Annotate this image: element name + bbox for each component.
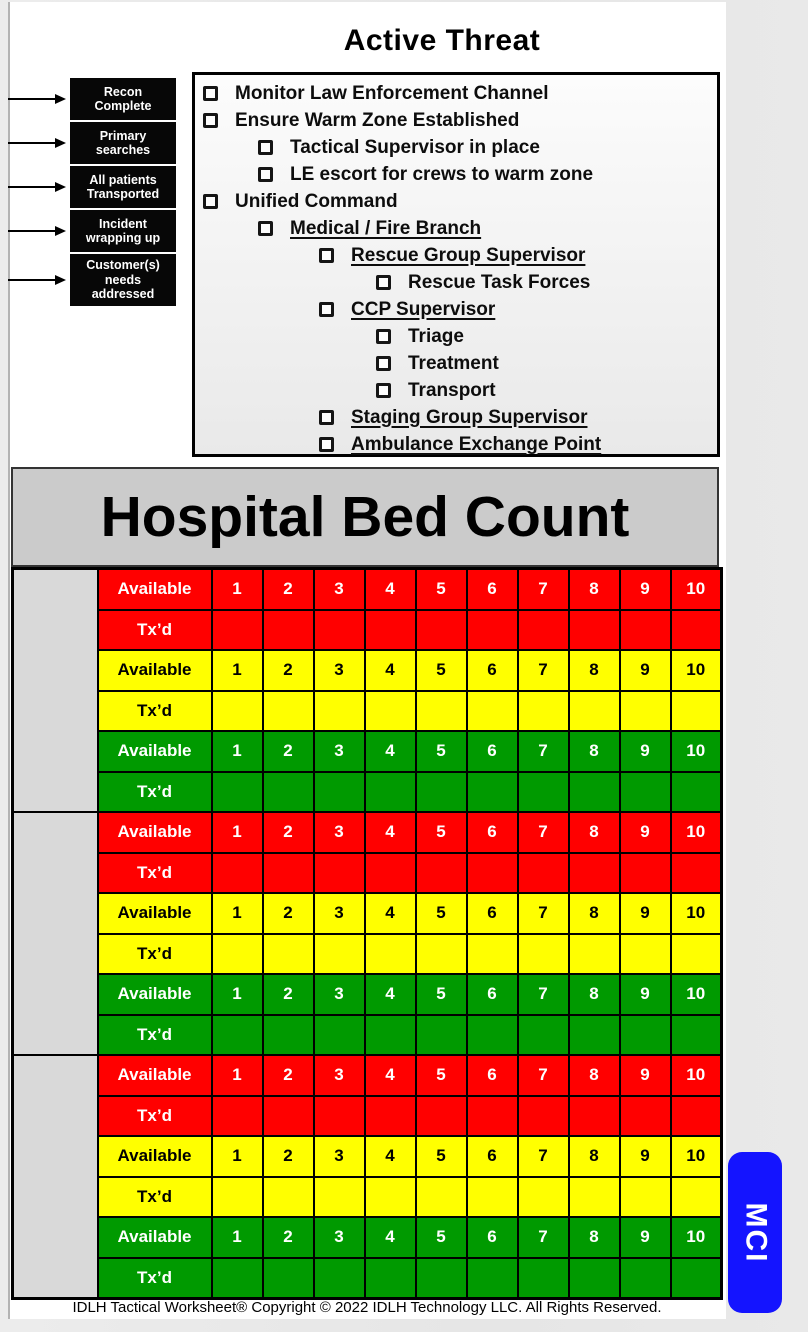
tally-cell[interactable] (569, 1015, 620, 1056)
milestone-box[interactable]: Incident wrapping up (70, 210, 176, 252)
tally-cell[interactable] (416, 1258, 467, 1299)
arrow-line (8, 98, 55, 100)
tally-cell[interactable] (569, 772, 620, 813)
arrow-line (8, 230, 55, 232)
tally-cell[interactable] (212, 1258, 263, 1299)
tally-cell[interactable] (569, 934, 620, 975)
bed-count-cell[interactable]: 9 (620, 569, 671, 610)
row-label-cell: Available (98, 731, 212, 772)
row-label-cell: Available (98, 893, 212, 934)
tally-cell[interactable] (467, 1015, 518, 1056)
tally-cell[interactable] (620, 691, 671, 732)
active-threat-checklist (192, 72, 720, 457)
tally-cell[interactable] (569, 853, 620, 894)
checklist-item (195, 107, 717, 134)
bed-table-row (13, 610, 722, 651)
tally-cell[interactable] (212, 934, 263, 975)
checkbox-icon[interactable] (376, 356, 391, 371)
checklist-item (195, 296, 717, 323)
checklist-item (195, 242, 717, 269)
milestone-column (8, 78, 176, 306)
row-label-cell: Tx’d (98, 934, 212, 975)
tally-cell[interactable] (314, 691, 365, 732)
checklist-item (195, 431, 717, 458)
tally-cell[interactable] (314, 934, 365, 975)
tally-cell[interactable] (365, 610, 416, 651)
bed-count-cell[interactable]: 2 (263, 812, 314, 853)
checklist-item-label: Treatment (408, 352, 499, 374)
bed-table-row (13, 1015, 722, 1056)
tally-cell[interactable] (314, 1015, 365, 1056)
bed-table-body (13, 569, 722, 1299)
bed-count-cell[interactable]: 2 (263, 1055, 314, 1096)
bed-table-row (13, 1217, 722, 1258)
bed-count-cell[interactable]: 5 (416, 893, 467, 934)
bed-count-cell[interactable]: 10 (671, 650, 722, 691)
tally-cell[interactable] (467, 610, 518, 651)
arrow-right-icon (8, 182, 70, 192)
hospital-name-cell[interactable] (13, 569, 98, 813)
tally-cell[interactable] (314, 1258, 365, 1299)
tally-cell[interactable] (416, 610, 467, 651)
arrow-line (8, 279, 55, 281)
tab-mci[interactable] (728, 1152, 782, 1313)
checkbox-icon[interactable] (319, 410, 334, 425)
checkbox-icon[interactable] (376, 383, 391, 398)
bed-count-cell[interactable]: 8 (569, 812, 620, 853)
bed-count-cell[interactable]: 7 (518, 1217, 569, 1258)
bed-count-cell[interactable]: 9 (620, 1136, 671, 1177)
checkbox-icon[interactable] (203, 194, 218, 209)
bed-count-cell[interactable]: 6 (467, 893, 518, 934)
tally-cell[interactable] (263, 853, 314, 894)
checklist-item (195, 269, 717, 296)
bed-count-cell[interactable]: 4 (365, 1217, 416, 1258)
tally-cell[interactable] (365, 772, 416, 813)
bed-count-cell[interactable]: 2 (263, 731, 314, 772)
bed-count-cell[interactable]: 6 (467, 1136, 518, 1177)
bed-count-cell[interactable]: 10 (671, 1136, 722, 1177)
bed-count-cell[interactable]: 9 (620, 731, 671, 772)
bed-count-cell[interactable]: 5 (416, 569, 467, 610)
checklist-item-label: Triage (408, 325, 464, 347)
milestone-row (8, 254, 176, 306)
tally-cell[interactable] (518, 1258, 569, 1299)
bed-count-cell[interactable]: 6 (467, 569, 518, 610)
row-label-cell: Tx’d (98, 610, 212, 651)
bed-count-cell[interactable]: 1 (212, 1217, 263, 1258)
tally-cell[interactable] (314, 610, 365, 651)
row-label-cell: Available (98, 1136, 212, 1177)
checklist-item (195, 377, 717, 404)
bed-count-cell[interactable]: 6 (467, 1217, 518, 1258)
checklist-item-label: Staging Group Supervisor (351, 406, 588, 428)
milestone-box[interactable]: Primary searches (70, 122, 176, 164)
row-label-cell: Tx’d (98, 853, 212, 894)
bed-count-cell[interactable]: 8 (569, 974, 620, 1015)
bed-count-cell[interactable]: 6 (467, 1055, 518, 1096)
arrow-head (55, 138, 66, 148)
hospital-bed-table (11, 567, 723, 1300)
tally-cell[interactable] (314, 772, 365, 813)
checkbox-icon[interactable] (203, 113, 218, 128)
milestone-row (8, 78, 176, 120)
bed-count-cell[interactable]: 6 (467, 812, 518, 853)
tally-cell[interactable] (518, 934, 569, 975)
bed-table-row (13, 569, 722, 610)
bed-count-cell[interactable]: 3 (314, 569, 365, 610)
tally-cell[interactable] (263, 1015, 314, 1056)
active-threat-title: Active Threat (343, 24, 541, 57)
bed-count-cell[interactable]: 4 (365, 893, 416, 934)
bed-count-cell[interactable]: 9 (620, 1055, 671, 1096)
bed-count-cell[interactable]: 10 (671, 974, 722, 1015)
tally-cell[interactable] (365, 1258, 416, 1299)
tally-cell[interactable] (263, 772, 314, 813)
checklist-item (195, 161, 717, 188)
tally-cell[interactable] (467, 1258, 518, 1299)
tally-cell[interactable] (416, 853, 467, 894)
checklist-item (195, 80, 717, 107)
bed-count-cell[interactable]: 5 (416, 1055, 467, 1096)
bed-count-cell[interactable]: 3 (314, 974, 365, 1015)
tally-cell[interactable] (212, 853, 263, 894)
bed-table-row (13, 772, 722, 813)
bed-table-row (13, 1258, 722, 1299)
tally-cell[interactable] (569, 1177, 620, 1218)
tally-cell[interactable] (671, 610, 722, 651)
checkbox-icon[interactable] (258, 140, 273, 155)
bed-count-cell[interactable]: 1 (212, 812, 263, 853)
bed-count-cell[interactable]: 7 (518, 1055, 569, 1096)
tally-cell[interactable] (620, 1096, 671, 1137)
bed-table-row (13, 1177, 722, 1218)
bed-table-row (13, 934, 722, 975)
checklist-item (195, 134, 717, 161)
bed-count-cell[interactable]: 7 (518, 893, 569, 934)
checklist-item (195, 350, 717, 377)
checklist-item-label: Medical / Fire Branch (290, 217, 482, 239)
tally-cell[interactable] (620, 934, 671, 975)
bed-count-cell[interactable]: 9 (620, 974, 671, 1015)
tally-cell[interactable] (518, 772, 569, 813)
checkbox-icon[interactable] (203, 86, 218, 101)
checkbox-icon[interactable] (319, 437, 334, 452)
arrow-head (55, 226, 66, 236)
tally-cell[interactable] (212, 1096, 263, 1137)
tally-cell[interactable] (671, 1015, 722, 1056)
arrow-head (55, 94, 66, 104)
checklist-item-label: Ambulance Exchange Point (351, 433, 602, 455)
tally-cell[interactable] (212, 1177, 263, 1218)
checklist-item (195, 188, 717, 215)
mci-tab-label: MCI (739, 1202, 772, 1263)
tally-cell[interactable] (518, 853, 569, 894)
bed-count-cell[interactable]: 4 (365, 974, 416, 1015)
tally-cell[interactable] (671, 853, 722, 894)
row-label-cell: Tx’d (98, 1015, 212, 1056)
arrow-line (8, 142, 55, 144)
checkbox-icon[interactable] (376, 275, 391, 290)
tally-cell[interactable] (416, 1177, 467, 1218)
tally-cell[interactable] (467, 934, 518, 975)
tally-cell[interactable] (671, 934, 722, 975)
bed-count-cell[interactable]: 5 (416, 974, 467, 1015)
tally-cell[interactable] (314, 1096, 365, 1137)
checkbox-icon[interactable] (376, 329, 391, 344)
tally-cell[interactable] (263, 1177, 314, 1218)
milestone-box[interactable]: All patients Transported (70, 166, 176, 208)
bed-count-cell[interactable]: 5 (416, 1217, 467, 1258)
bed-count-cell[interactable]: 6 (467, 731, 518, 772)
arrow-right-icon (8, 275, 70, 285)
bed-count-cell[interactable]: 8 (569, 1217, 620, 1258)
bed-table-row (13, 812, 722, 853)
bed-count-cell[interactable]: 7 (518, 812, 569, 853)
bed-count-cell[interactable]: 3 (314, 1055, 365, 1096)
bed-count-cell[interactable]: 7 (518, 731, 569, 772)
checklist-item (195, 215, 717, 242)
tally-cell[interactable] (365, 1096, 416, 1137)
bed-table-row (13, 893, 722, 934)
bed-count-cell[interactable]: 3 (314, 893, 365, 934)
arrow-head (55, 275, 66, 285)
tally-cell[interactable] (569, 1258, 620, 1299)
row-label-cell: Available (98, 974, 212, 1015)
bed-table-row (13, 974, 722, 1015)
checkbox-icon[interactable] (258, 167, 273, 182)
bed-count-cell[interactable]: 3 (314, 1136, 365, 1177)
bed-count-cell[interactable]: 1 (212, 650, 263, 691)
milestone-row (8, 122, 176, 164)
tally-cell[interactable] (620, 853, 671, 894)
tally-cell[interactable] (671, 1177, 722, 1218)
bed-table-row (13, 1055, 722, 1096)
hospital-bed-count-title: Hospital Bed Count (11, 467, 719, 567)
tally-cell[interactable] (416, 691, 467, 732)
bed-count-cell[interactable]: 5 (416, 812, 467, 853)
bed-count-cell[interactable]: 6 (467, 650, 518, 691)
tally-cell[interactable] (365, 853, 416, 894)
row-label-cell: Available (98, 812, 212, 853)
bed-count-cell[interactable]: 1 (212, 1136, 263, 1177)
milestone-row (8, 166, 176, 208)
checklist-item-label: CCP Supervisor (351, 298, 496, 320)
tally-cell[interactable] (416, 772, 467, 813)
tally-cell[interactable] (620, 610, 671, 651)
bed-count-cell[interactable]: 5 (416, 731, 467, 772)
hospital-bed-count-section (11, 467, 719, 1300)
bed-count-cell[interactable]: 8 (569, 569, 620, 610)
bed-count-cell[interactable]: 6 (467, 974, 518, 1015)
bed-count-cell[interactable]: 9 (620, 650, 671, 691)
bed-count-cell[interactable]: 2 (263, 569, 314, 610)
bed-count-cell[interactable]: 1 (212, 731, 263, 772)
hospital-name-cell[interactable] (13, 1055, 98, 1299)
tally-cell[interactable] (620, 772, 671, 813)
tally-cell[interactable] (467, 853, 518, 894)
arrow-right-icon (8, 138, 70, 148)
checklist-item-label: Tactical Supervisor in place (290, 136, 540, 158)
tally-cell[interactable] (212, 610, 263, 651)
milestone-row (8, 210, 176, 252)
milestone-box[interactable]: Customer(s) needs addressed (70, 254, 176, 306)
arrow-head (55, 182, 66, 192)
bed-count-cell[interactable]: 10 (671, 1217, 722, 1258)
tally-cell[interactable] (518, 691, 569, 732)
bed-count-cell[interactable]: 2 (263, 650, 314, 691)
tally-cell[interactable] (467, 772, 518, 813)
arrow-right-icon (8, 226, 70, 236)
tally-cell[interactable] (314, 1177, 365, 1218)
bed-count-cell[interactable]: 3 (314, 812, 365, 853)
bed-count-cell[interactable]: 8 (569, 650, 620, 691)
bed-count-cell[interactable]: 3 (314, 731, 365, 772)
bed-count-cell[interactable]: 9 (620, 1217, 671, 1258)
bed-count-cell[interactable]: 10 (671, 893, 722, 934)
tally-cell[interactable] (212, 691, 263, 732)
bed-count-cell[interactable]: 4 (365, 650, 416, 691)
bed-count-cell[interactable]: 7 (518, 569, 569, 610)
bed-count-cell[interactable]: 8 (569, 1055, 620, 1096)
bed-count-cell[interactable]: 2 (263, 974, 314, 1015)
row-label-cell: Tx’d (98, 1177, 212, 1218)
milestone-box[interactable]: Recon Complete (70, 78, 176, 120)
row-label-cell: Tx’d (98, 1096, 212, 1137)
tally-cell[interactable] (671, 691, 722, 732)
checklist-item-label: LE escort for crews to warm zone (290, 163, 594, 185)
bed-count-cell[interactable]: 1 (212, 569, 263, 610)
bed-count-cell[interactable]: 2 (263, 893, 314, 934)
bed-count-cell[interactable]: 5 (416, 1136, 467, 1177)
tally-cell[interactable] (518, 610, 569, 651)
tally-cell[interactable] (263, 934, 314, 975)
tally-cell[interactable] (569, 610, 620, 651)
bed-table-row (13, 691, 722, 732)
arrow-right-icon (8, 94, 70, 104)
checklist-item-label: Monitor Law Enforcement Channel (235, 82, 549, 104)
tally-cell[interactable] (620, 1258, 671, 1299)
tally-cell[interactable] (263, 1258, 314, 1299)
hospital-name-cell[interactable] (13, 812, 98, 1055)
tally-cell[interactable] (518, 1096, 569, 1137)
tally-cell[interactable] (365, 934, 416, 975)
tally-cell[interactable] (365, 691, 416, 732)
bed-count-cell[interactable]: 8 (569, 893, 620, 934)
bed-table-row (13, 731, 722, 772)
checklist-item-label: Transport (408, 379, 496, 401)
bed-count-cell[interactable]: 10 (671, 812, 722, 853)
row-label-cell: Available (98, 650, 212, 691)
copyright-footer: IDLH Tactical Worksheet® Copyright © 2022 IDLH Technology LLC. All Rights Reserved. (72, 1299, 662, 1316)
row-label-cell: Available (98, 569, 212, 610)
tally-cell[interactable] (365, 1015, 416, 1056)
row-label-cell: Available (98, 1217, 212, 1258)
tally-cell[interactable] (416, 934, 467, 975)
bed-count-cell[interactable]: 8 (569, 731, 620, 772)
tally-cell[interactable] (416, 1015, 467, 1056)
tally-cell[interactable] (212, 772, 263, 813)
bed-count-cell[interactable]: 7 (518, 974, 569, 1015)
tally-cell[interactable] (518, 1015, 569, 1056)
row-label-cell: Available (98, 1055, 212, 1096)
tally-cell[interactable] (467, 691, 518, 732)
bed-count-cell[interactable]: 1 (212, 974, 263, 1015)
bed-count-cell[interactable]: 3 (314, 1217, 365, 1258)
bed-count-cell[interactable]: 1 (212, 893, 263, 934)
tally-cell[interactable] (620, 1015, 671, 1056)
tally-cell[interactable] (467, 1096, 518, 1137)
checkbox-icon[interactable] (319, 302, 334, 317)
tally-cell[interactable] (263, 1096, 314, 1137)
bed-count-cell[interactable]: 9 (620, 812, 671, 853)
bed-count-cell[interactable]: 2 (263, 1136, 314, 1177)
tally-cell[interactable] (620, 1177, 671, 1218)
checklist-item (195, 404, 717, 431)
row-label-cell: Tx’d (98, 1258, 212, 1299)
checklist-item-label: Ensure Warm Zone Established (235, 109, 520, 131)
checklist-item-label: Unified Command (235, 190, 398, 212)
bed-count-cell[interactable]: 3 (314, 650, 365, 691)
tally-cell[interactable] (518, 1177, 569, 1218)
bed-count-cell[interactable]: 4 (365, 812, 416, 853)
tally-cell[interactable] (569, 691, 620, 732)
bed-count-cell[interactable]: 10 (671, 569, 722, 610)
tally-cell[interactable] (671, 1258, 722, 1299)
tally-cell[interactable] (416, 1096, 467, 1137)
checkbox-icon[interactable] (258, 221, 273, 236)
bed-table-row (13, 1136, 722, 1177)
tally-cell[interactable] (365, 1177, 416, 1218)
tally-cell[interactable] (671, 1096, 722, 1137)
checkbox-icon[interactable] (319, 248, 334, 263)
tally-cell[interactable] (212, 1015, 263, 1056)
bed-count-cell[interactable]: 4 (365, 731, 416, 772)
tally-cell[interactable] (569, 1096, 620, 1137)
row-label-cell: Tx’d (98, 772, 212, 813)
tally-cell[interactable] (671, 772, 722, 813)
tally-cell[interactable] (314, 853, 365, 894)
row-label-cell: Tx’d (98, 691, 212, 732)
checklist-item-label: Rescue Group Supervisor (351, 244, 586, 266)
bed-count-cell[interactable]: 7 (518, 1136, 569, 1177)
bed-table-row (13, 1096, 722, 1137)
bed-count-cell[interactable]: 1 (212, 1055, 263, 1096)
bed-count-cell[interactable]: 4 (365, 1136, 416, 1177)
bed-count-cell[interactable]: 4 (365, 569, 416, 610)
bed-count-cell[interactable]: 8 (569, 1136, 620, 1177)
tally-cell[interactable] (263, 610, 314, 651)
tally-cell[interactable] (467, 1177, 518, 1218)
bed-count-cell[interactable]: 10 (671, 731, 722, 772)
bed-count-cell[interactable]: 10 (671, 1055, 722, 1096)
arrow-line (8, 186, 55, 188)
bed-table-row (13, 853, 722, 894)
bed-count-cell[interactable]: 9 (620, 893, 671, 934)
bed-count-cell[interactable]: 7 (518, 650, 569, 691)
checklist-item (195, 323, 717, 350)
bed-count-cell[interactable]: 5 (416, 650, 467, 691)
bed-count-cell[interactable]: 2 (263, 1217, 314, 1258)
bed-count-cell[interactable]: 4 (365, 1055, 416, 1096)
checklist-item-label: Rescue Task Forces (408, 271, 591, 293)
bed-table-row (13, 650, 722, 691)
tally-cell[interactable] (263, 691, 314, 732)
